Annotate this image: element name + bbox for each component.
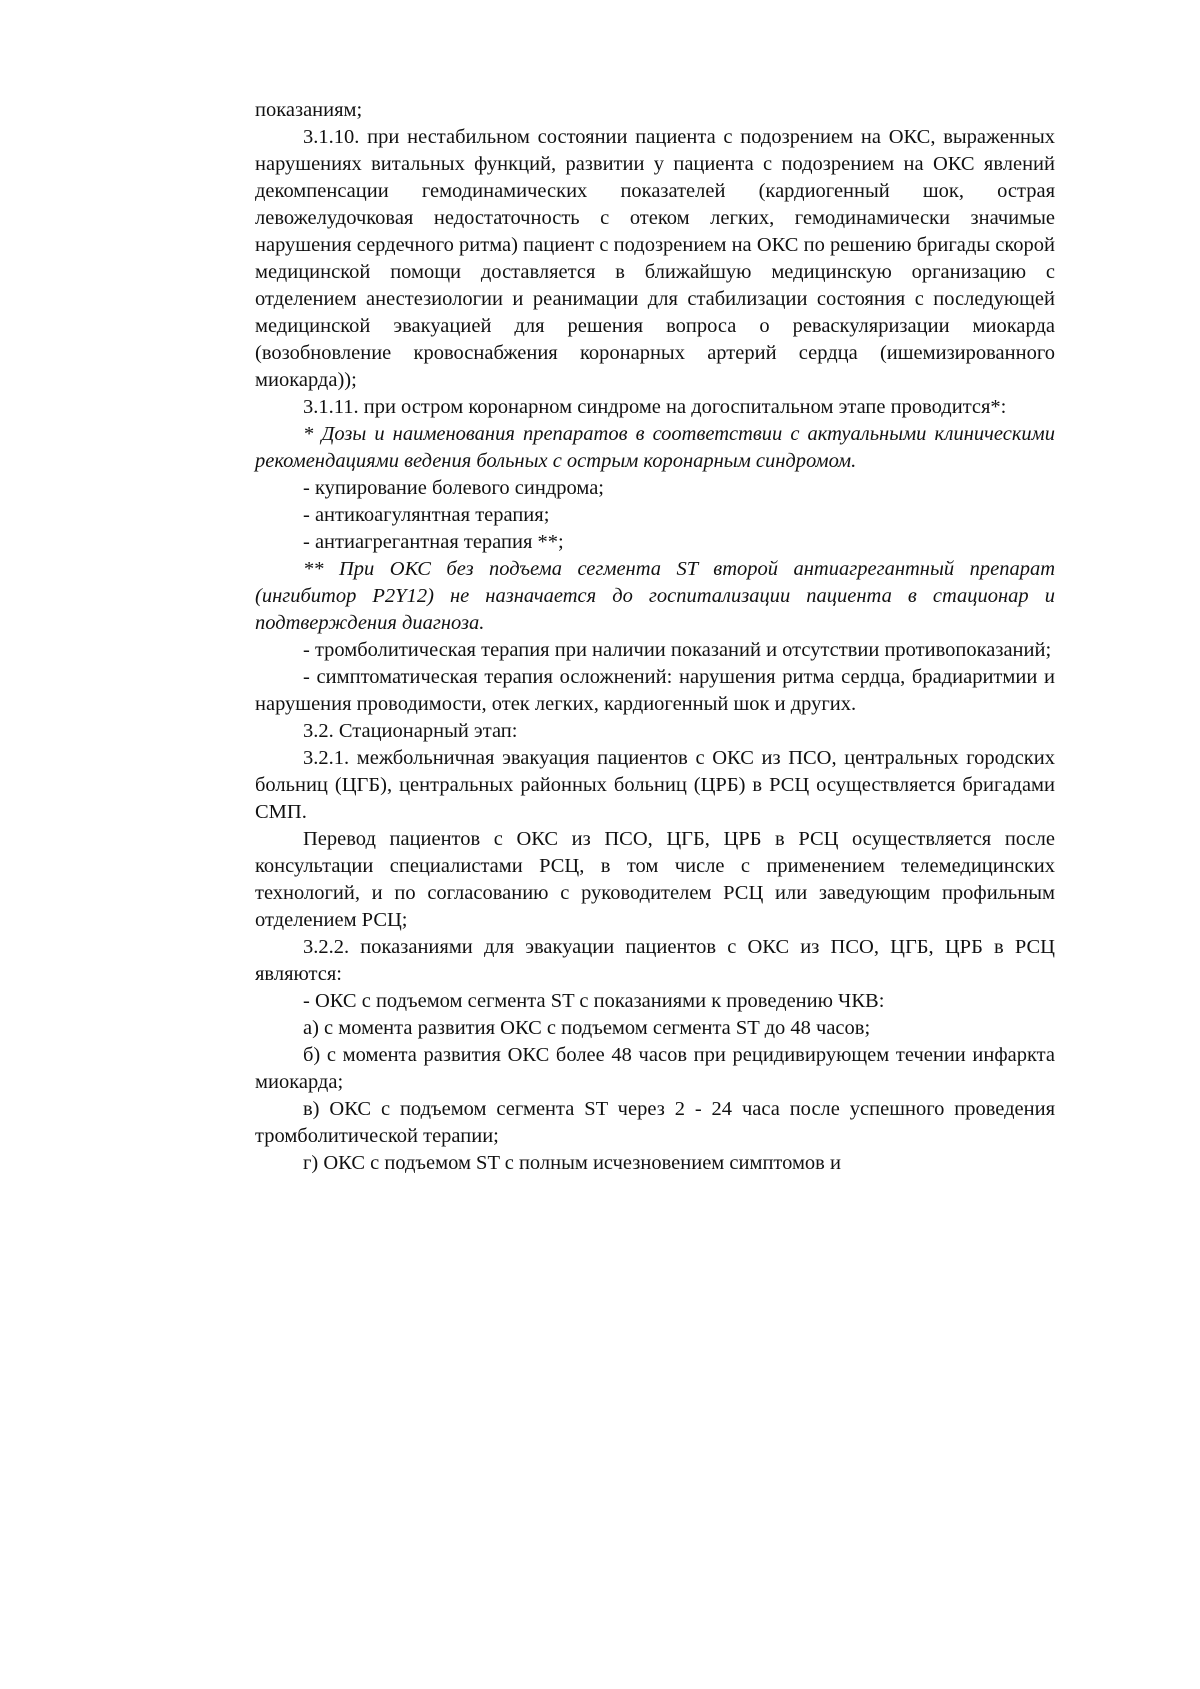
list-item-a: а) с момента развития ОКС с подъемом сегмента ST до 48 часов; bbox=[303, 1017, 871, 1039]
footnote-p2y12: ** При ОКС без подъема сегмента ST второй антиагрегантный препарат (ингибитор P2Y12) не назначается до госпитализации пациента в стационар и подтверждения диагноза. bbox=[255, 558, 1055, 634]
list-item-v: в) ОКС с подъемом сегмента ST через 2 - 24 часа после успешного проведения тромболитической терапии; bbox=[255, 1098, 1055, 1147]
list-item-antiplatelet: - антиагрегантная терапия **; bbox=[303, 531, 564, 553]
list-item-anticoagulant: - антикоагулянтная терапия; bbox=[303, 504, 550, 526]
paragraph-3-2-1: 3.2.1. межбольничная эвакуация пациентов с ОКС из ПСО, центральных городских больниц (ЦГБ), центральных районных больниц (ЦРБ) в РСЦ осуществляется бригадами СМП. bbox=[255, 747, 1055, 823]
list-item-b: б) с момента развития ОКС более 48 часов при рецидивирующем течении инфаркта миокарда; bbox=[255, 1044, 1055, 1093]
list-item-stemi-pci: - ОКС с подъемом сегмента ST с показаниями к проведению ЧКВ: bbox=[303, 990, 885, 1012]
footnote-doses: * Дозы и наименования препаратов в соответствии с актуальными клиническими рекомендациями ведения больных с острым коронарным синдромом. bbox=[255, 423, 1055, 472]
paragraph-continuation: показаниям; bbox=[255, 99, 363, 121]
list-item-symptomatic: - симптоматическая терапия осложнений: нарушения ритма сердца, брадиаритмии и нарушения проводимости, отек легких, кардиогенный шок и других. bbox=[255, 666, 1055, 715]
list-item-g: г) ОКС с подъемом ST с полным исчезновением симптомов и bbox=[303, 1152, 841, 1174]
paragraph-3-1-11: 3.1.11. при остром коронарном синдроме на догоспитальном этапе проводится*: bbox=[303, 396, 1007, 418]
paragraph-3-2-2: 3.2.2. показаниями для эвакуации пациентов с ОКС из ПСО, ЦГБ, ЦРБ в РСЦ являются: bbox=[255, 936, 1055, 985]
list-item-thrombolytic: - тромболитическая терапия при наличии показаний и отсутствии противопоказаний; bbox=[303, 639, 1052, 661]
paragraph-transfer: Перевод пациентов с ОКС из ПСО, ЦГБ, ЦРБ в РСЦ осуществляется после консультации специалистами РСЦ, в том числе с применением телемедицинских технологий, и по согласованию с руководителем РСЦ или заведующим профильным отделением РСЦ; bbox=[255, 828, 1055, 931]
list-item-pain-relief: - купирование болевого синдрома; bbox=[303, 477, 604, 499]
document-body bbox=[255, 97, 1055, 1177]
paragraph-3-1-10: 3.1.10. при нестабильном состоянии пациента с подозрением на ОКС, выраженных нарушениях витальных функций, развитии у пациента с подозрением на ОКС явлений декомпенсации гемодинамических показателей (кардиогенный шок, острая левожелудочковая недостаточность с отеком легких, гемодинамически значимые нарушения сердечного ритма) пациент с подозрением на ОКС по решению бригады скорой медицинской помощи доставляется в ближайшую медицинскую организацию с отделением анестезиологии и реанимации для стабилизации состояния с последующей медицинской эвакуацией для решения вопроса о реваскуляризации миокарда (возобновление кровоснабжения коронарных артерий сердца (ишемизированного миокарда)); bbox=[255, 126, 1055, 391]
section-3-2-heading: 3.2. Стационарный этап: bbox=[303, 720, 518, 742]
